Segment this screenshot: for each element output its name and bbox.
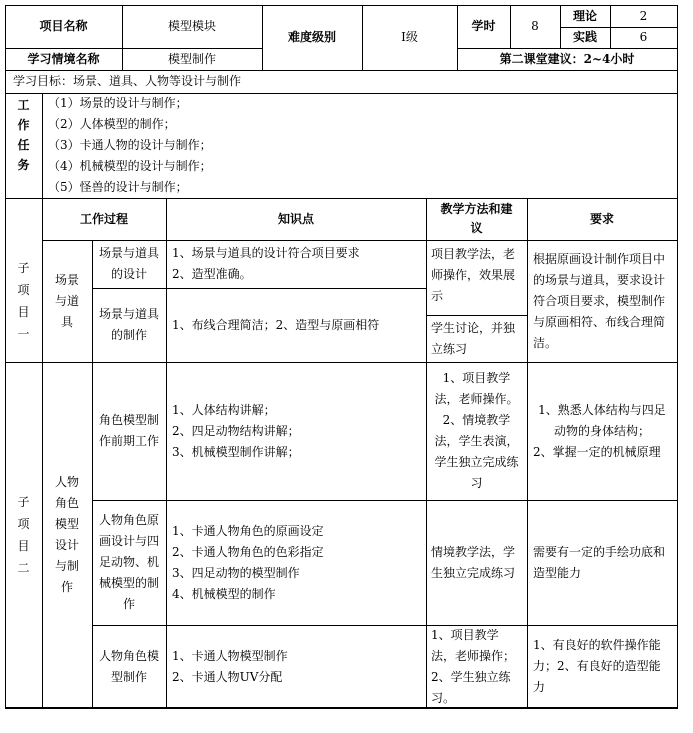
tasks-label-char: 工 xyxy=(17,98,30,112)
second-class-suggestion: 第二课堂建议：2~4小时 xyxy=(499,51,635,66)
col-header-method: 教学方法和建议 xyxy=(440,202,513,235)
sub1-step1-knowledge xyxy=(166,240,426,288)
border-line xyxy=(5,93,678,94)
project-name-label: 项目名称 xyxy=(39,19,88,33)
knowledge-item: 1、卡通人物模型制作 xyxy=(172,648,288,663)
hours-value: 8 xyxy=(531,19,539,33)
knowledge-item: 3、四足动物的模型制作 xyxy=(172,565,300,580)
sub2-step1-requirement xyxy=(527,362,677,500)
sub2-step1-method xyxy=(426,362,527,500)
sub1-step1-method: 项目教学法，老师操作，效果展示 xyxy=(431,247,516,303)
tasks-label-char: 务 xyxy=(17,158,30,172)
knowledge-item: 2、造型准确。 xyxy=(172,267,252,281)
knowledge-item: 2、卡通人物UV分配 xyxy=(172,669,283,684)
knowledge-item: 2、卡通人物角色的色彩指定 xyxy=(172,544,324,559)
sub1-label-char: 一 xyxy=(17,327,30,341)
border-line xyxy=(5,48,262,49)
sub1-label-char: 子 xyxy=(17,261,30,275)
practice-label: 实践 xyxy=(572,30,597,44)
border-line xyxy=(42,93,43,708)
sub2-step2-method: 情境教学法，学生独立完成练习 xyxy=(431,544,516,580)
task-item: （1）场景的设计与制作； xyxy=(48,96,188,110)
task-item: （5）怪兽的设计与制作； xyxy=(48,180,188,194)
sub1-label-char: 项 xyxy=(17,283,30,297)
method-item: 1、项目教学法，老师操作。 xyxy=(434,371,519,406)
border-line xyxy=(5,5,678,6)
difficulty-label: 难度级别 xyxy=(287,30,336,44)
hours-label: 学时 xyxy=(471,19,496,33)
tasks-label xyxy=(5,95,42,177)
border-line xyxy=(457,5,458,70)
border-line xyxy=(92,288,426,289)
requirement-item: 2、掌握一定的机械原理 xyxy=(533,444,661,459)
border-line xyxy=(5,362,678,363)
learning-goal: 学习目标：场景、道具、人物等设计与制作 xyxy=(13,74,242,88)
sub1-label-char: 目 xyxy=(17,305,30,319)
tasks-label-char: 任 xyxy=(17,138,30,152)
task-item: （4）机械模型的设计与制作； xyxy=(48,159,212,173)
border-line xyxy=(362,5,363,70)
sub2-step3-requirement: 1、有良好的软件操作能力；2、有良好的造型能力 xyxy=(533,638,661,694)
sub2-step3-knowledge xyxy=(166,625,426,708)
border-line xyxy=(122,5,123,70)
border-line xyxy=(610,5,611,48)
border-line xyxy=(92,625,678,626)
task-list xyxy=(48,93,648,198)
sub2-step2-knowledge xyxy=(166,500,426,625)
knowledge-item: 1、卡通人物角色的原画设定 xyxy=(172,523,324,538)
border-line xyxy=(560,27,677,28)
sub-project-1-label xyxy=(5,240,42,362)
sub2-step3-name: 人物角色模型制作 xyxy=(98,648,159,684)
sub2-label-char: 二 xyxy=(17,561,30,575)
requirement-item: 1、熟悉人体结构与四足动物的身体结构； xyxy=(538,402,666,438)
border-line xyxy=(457,48,677,49)
sub2-step1-name: 角色模型制作前期工作 xyxy=(98,413,159,448)
task-item: （3）卡通人物的设计与制作； xyxy=(48,138,212,152)
sub2-label-char: 子 xyxy=(17,495,30,509)
col-header-process: 工作过程 xyxy=(79,211,128,226)
border-line xyxy=(5,707,678,709)
sub1-step2-method: 学生讨论，并独立练习 xyxy=(431,320,516,356)
border-line xyxy=(5,5,6,709)
knowledge-item: 2、四足动物结构讲解； xyxy=(172,423,300,438)
method-item: 2、情境教学法，学生表演，学生独立完成练习 xyxy=(434,413,519,490)
difficulty-value: Ⅰ级 xyxy=(401,30,418,44)
border-line xyxy=(92,240,93,708)
context-value: 模型制作 xyxy=(167,51,216,66)
sub1-step2-name: 场景与道具的制作 xyxy=(98,307,159,342)
sub2-step3-method: 1、项目教学法，老师操作；2、学生独立练习。 xyxy=(431,627,516,705)
sub2-label-char: 目 xyxy=(17,539,30,553)
sub1-step1-name: 场景与道具的设计 xyxy=(98,246,159,281)
knowledge-item: 3、机械模型制作讲解； xyxy=(172,444,300,459)
practice-value: 6 xyxy=(639,30,648,44)
sub2-step2-requirement: 需要有一定的手绘功底和造型能力 xyxy=(533,544,666,580)
project-name-value: 模型模块 xyxy=(167,19,216,33)
border-line xyxy=(527,198,528,708)
knowledge-item: 4、机械模型的制作 xyxy=(172,586,276,601)
sub2-step1-knowledge xyxy=(166,362,426,500)
context-label: 学习情境名称 xyxy=(27,51,100,66)
sub2-label-char: 项 xyxy=(17,517,30,531)
border-line xyxy=(510,5,511,48)
col-header-requirement: 要求 xyxy=(589,211,614,226)
border-line xyxy=(426,198,427,708)
border-line xyxy=(262,5,263,70)
border-line xyxy=(92,500,678,501)
sub1-requirement: 根据原画设计制作项目中的场景与道具，要求设计符合项目要求，模型制作与原画相符、布线合理简洁。 xyxy=(533,251,666,350)
task-item: （2）人体模型的制作； xyxy=(48,117,176,131)
knowledge-item: 1、场景与道具的设计符合项目要求 xyxy=(172,246,360,260)
sub2-step2-name: 人物角色原画设计与四足动物、机械模型的制作 xyxy=(98,513,159,611)
border-line xyxy=(42,240,678,241)
sub-project-2-label xyxy=(5,362,42,708)
border-line xyxy=(166,198,167,708)
theory-value: 2 xyxy=(639,8,648,23)
border-line xyxy=(5,70,678,71)
sub1-step2-knowledge: 1、布线合理简洁；2、造型与原画相符 xyxy=(172,317,380,332)
col-header-knowledge: 知识点 xyxy=(277,211,314,226)
tasks-label-char: 作 xyxy=(17,118,30,132)
sub1-group: 场景与道具 xyxy=(54,272,79,329)
knowledge-item: 1、人体结构讲解； xyxy=(172,402,276,417)
border-line xyxy=(5,198,678,199)
border-line xyxy=(677,5,678,709)
border-line xyxy=(560,5,561,48)
border-line xyxy=(426,315,527,316)
sub2-group: 人物角色模型设计与制作 xyxy=(54,475,79,594)
theory-label: 理论 xyxy=(572,8,597,23)
